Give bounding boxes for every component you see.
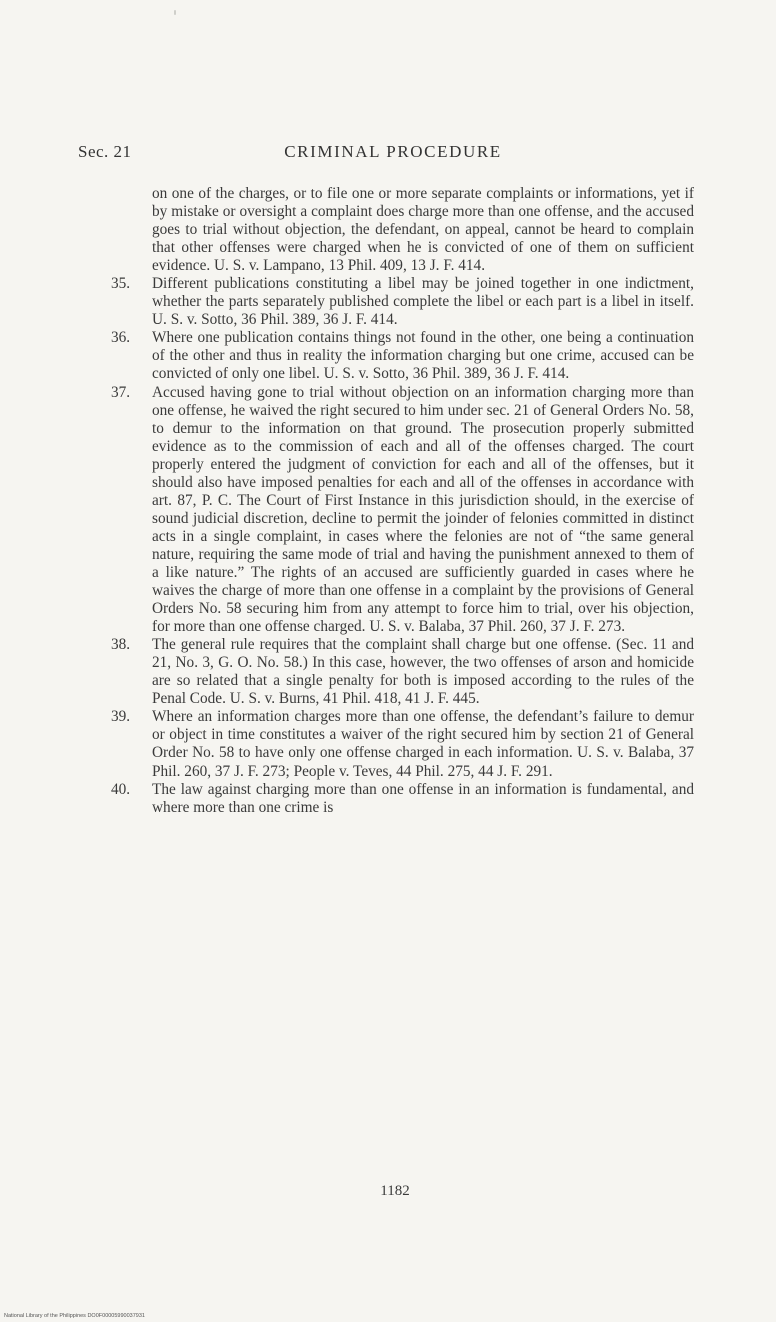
note-number: 37. xyxy=(111,383,131,401)
note-number: 40. xyxy=(111,780,131,798)
note-number: 38. xyxy=(111,636,131,654)
annotation-note-38 xyxy=(88,636,694,708)
page-title: CRIMINAL PROCEDURE xyxy=(284,142,502,161)
section-label: Sec. 21 xyxy=(78,142,132,161)
annotation-body xyxy=(88,185,694,817)
note-text: Different publications constituting a libel may be joined together in one indictment, whether the parts separately published complete the libel or each part is a libel in itself. U. S. v. Sotto, 36 Phil. 389, 36 J. F. 414. xyxy=(152,275,694,329)
annotation-note-40 xyxy=(88,781,694,817)
annotation-note-36 xyxy=(88,329,694,383)
page-number: 1182 xyxy=(380,1183,410,1199)
note-text: Where an information charges more than one offense, the defendant’s failure to demur or object in time constitutes a waiver of the right secured him by section 21 of General Order No. 58 to have only one offense charged in each information. U. S. v. Balaba, 37 Phil. 260, 37 J. F. 273; People v. Teves, 44 Phil. 275, 44 J. F. 291. xyxy=(152,708,694,780)
note-number: 35. xyxy=(111,275,131,293)
annotation-note-37 xyxy=(88,384,694,637)
note-number: 36. xyxy=(111,329,131,347)
note-number: 39. xyxy=(111,708,131,726)
annotation-note-35 xyxy=(88,275,694,329)
continued-paragraph: on one of the charges, or to file one or more separate complaints or informations, yet if by mistake or oversight a complaint does charge more than one offense, and the accused goes to trial without objection, the defendant, on appeal, cannot be heard to complain that other offenses were charged when he is convicted of one of them on sufficient evidence. U. S. v. Lampano, 13 Phil. 409, 13 J. F. 414. xyxy=(152,185,694,275)
annotation-note-39 xyxy=(88,708,694,780)
note-text: Accused having gone to trial without objection on an information charging more than one offense, he waived the right secured to him under sec. 21 of General Orders No. 58, to demur to the information on that ground. The prosecution properly submitted evidence as to the commission of each and all of the offenses charged. The court properly entered the judgment of conviction for each and all of the offenses, but it should also have imposed penalties for each and all of the offenses in accordance with art. 87, P. C. The Court of First Instance in this jurisdiction should, in the exercise of sound judicial discretion, decline to permit the joinder of felonies committed in distinct acts in a single complaint, in cases where the felonies are not of “the same general nature, requiring the same mode of trial and having the punishment annexed to them of a like nature.” The rights of an accused are sufficiently guarded in cases where he waives the charge of more than one offense in a complaint by the provisions of General Orders No. 58 securing him from any attempt to force him to trial, over his objection, for more than one offense charged. U. S. v. Balaba, 37 Phil. 260, 37 J. F. 273. xyxy=(152,383,694,636)
note-text: The law against charging more than one offense in an information is fundamental, and where more than one crime is xyxy=(152,780,694,816)
note-text: The general rule requires that the complaint shall charge but one offense. (Sec. 11 and 21, No. 3, G. O. No. 58.) In this case, however, the two offenses of arson and homicide are so related that a single penalty for both is imposed according to the rules of the Penal Code. U. S. v. Burns, 41 Phil. 418, 41 J. F. 445. xyxy=(152,636,694,708)
running-header xyxy=(78,142,698,166)
note-text: Where one publication contains things not found in the other, one being a continuation of the other and thus in reality the information charging but one crime, accused can be convicted of only one libel. U. S. v. Sotto, 36 Phil. 389, 36 J. F. 414. xyxy=(152,329,694,383)
library-footer: National Library of the Philippines DO0F00005990037931 xyxy=(4,1313,145,1319)
scan-speck xyxy=(174,10,176,15)
